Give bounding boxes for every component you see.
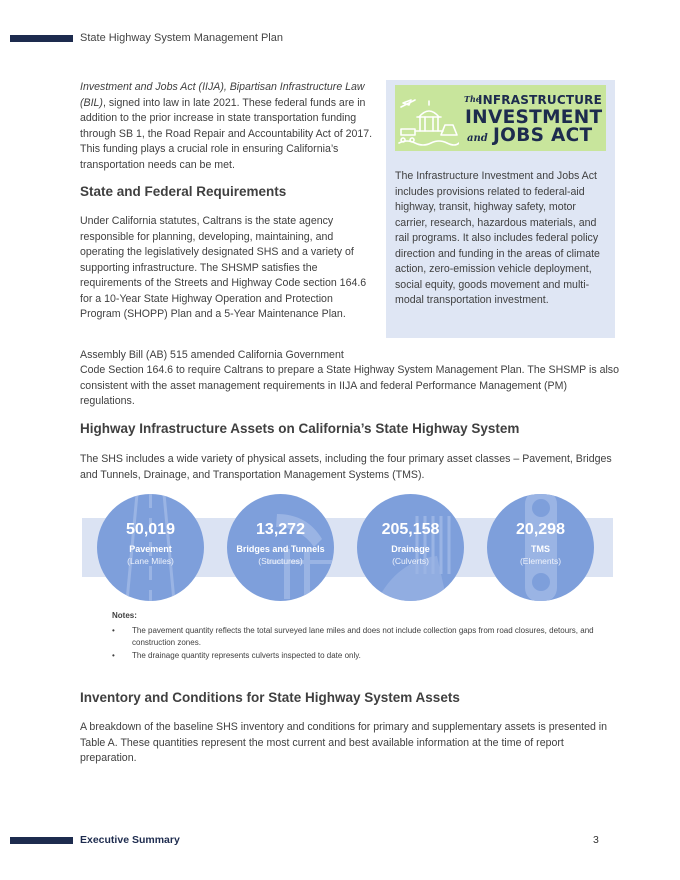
asset-circle-drainage — [357, 494, 464, 601]
heading-state-federal-requirements: State and Federal Requirements — [80, 184, 287, 199]
asset-circle-bridges-tunnels — [227, 494, 334, 601]
running-header-title: State Highway System Management Plan — [80, 32, 283, 44]
heading-highway-infrastructure-assets: Highway Infrastructure Assets on California’s State Highway System — [80, 421, 520, 436]
heading-inventory-conditions: Inventory and Conditions for State Highway System Assets — [80, 690, 460, 705]
inventory-paragraph: A breakdown of the baseline SHS inventory and conditions for primary and supplementary assets is presented in Table A. These quantities represent the most current and best available information at the time of report preparation. — [80, 721, 608, 764]
logo-jobs-act: JOBS ACT — [493, 125, 593, 146]
asset-circle-pavement — [97, 494, 204, 601]
requirements-paragraph: Under California statutes, Caltrans is the state agency responsible for planning, developing, maintaining, and operating the legislatively designated SHS and a variety of supporting infrastructure. The SHSMP satisfies the requirements of the Streets and Highway Code section 164.6 for a 10-Year State Highway Operation and Protection Program (SHOPP) Plan and a 5-Year Maintenance Plan. — [80, 215, 367, 320]
asset-unit: (Elements) — [519, 556, 562, 566]
asset-value: 20,298 — [516, 521, 565, 538]
intro-italic-lead: Investment and Jobs Act (IIJA), Bipartisan Infrastructure Law (BIL) — [80, 81, 365, 109]
asset-unit: (Culverts) — [392, 556, 429, 566]
notes-heading: Notes: — [112, 611, 137, 620]
logo-infrastructure: INFRASTRUCTURE — [478, 93, 603, 107]
iija-logo — [395, 85, 606, 151]
logo-the: The — [464, 94, 481, 104]
logo-and: and — [467, 133, 488, 144]
asset-value: 205,158 — [381, 521, 440, 538]
ab515-paragraph-first-line: Assembly Bill (AB) 515 amended California Government — [80, 349, 344, 361]
asset-label: TMS — [531, 544, 550, 554]
asset-value: 50,019 — [126, 521, 175, 538]
asset-label: Drainage — [391, 544, 430, 554]
asset-value: 13,272 — [256, 521, 305, 538]
intro-rest: , signed into law in late 2021. These federal funds are in addition to the prior increase in state transportation funding through SB 1, the Road Repair and Accountability Act of 2017. This funding plays a crucial role in ensuring California’s transportation needs can be met. — [80, 96, 373, 171]
asset-label: Pavement — [129, 544, 172, 554]
logo-investment: INVESTMENT — [465, 107, 603, 128]
header-accent-bar — [10, 35, 73, 42]
note-bullet: • — [112, 626, 115, 635]
footer-section-title: Executive Summary — [80, 834, 180, 846]
ab515-paragraph: Code Section 164.6 to require Caltrans to prepare a State Highway System Management Plan. The SHSMP is also consistent with the asset management requirements in IIJA and federal Performance Management (PM) regulations. — [80, 364, 619, 407]
asset-circle-tms — [487, 494, 594, 601]
asset-unit: (Structures) — [258, 556, 303, 566]
asset-label: Bridges and Tunnels — [236, 544, 325, 554]
note-bullet: • — [112, 651, 115, 660]
asset-unit: (Lane Miles) — [127, 556, 174, 566]
assets-paragraph: The SHS includes a wide variety of physical assets, including the four primary asset classes – Pavement, Bridges and Tunnels, Drainage, and Transportation Management Systems (TMS). — [80, 453, 612, 481]
infrastructure-illustration-icon — [397, 89, 459, 147]
note-text: The drainage quantity represents culverts inspected to date only. — [132, 651, 361, 660]
note-text: The pavement quantity reflects the total surveyed lane miles and does not include collection gaps from road closures, detours, and construction zones. — [132, 626, 594, 647]
intro-paragraph — [80, 80, 376, 173]
page-number: 3 — [593, 834, 599, 846]
footer-accent-bar — [10, 837, 73, 844]
sidebar-text: The Infrastructure Investment and Jobs Act includes provisions related to federal-aid highway, transit, highway safety, motor carrier, research, hazardous materials, and rail programs. It also includes federal policy direction and funding in the areas of climate action, zero-emission vehicle deployment, social equity, goods movement and multi-modal transportation investment. — [395, 170, 600, 306]
